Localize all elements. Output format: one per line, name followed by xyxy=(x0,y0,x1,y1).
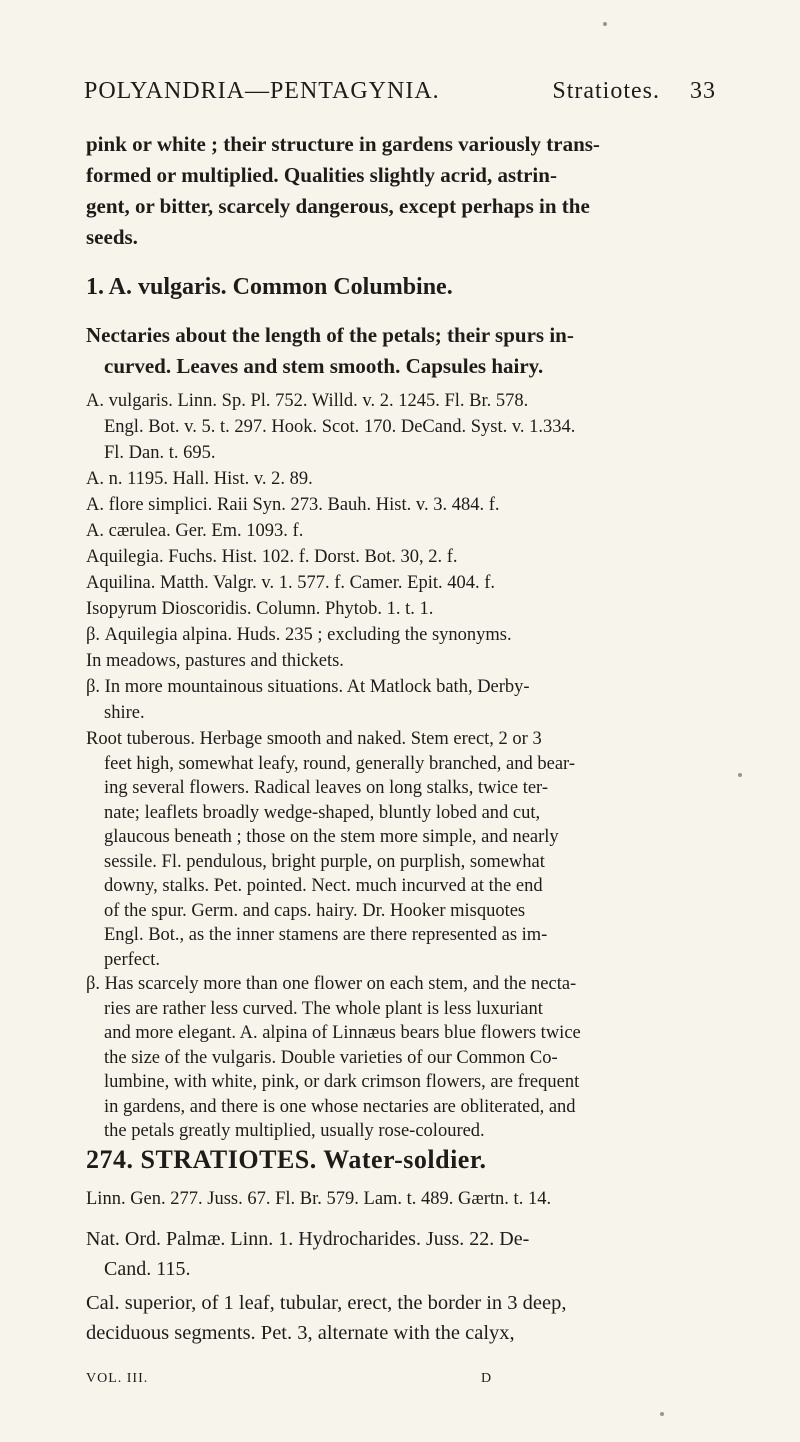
genus-heading: 274. STRATIOTES. Water-soldier. xyxy=(86,1145,487,1174)
text-line: Fl. Dan. t. 695. xyxy=(104,443,216,463)
text-line: and more elegant. A. alpina of Linnæus bears blue flowers twice xyxy=(104,1023,581,1043)
page-footer xyxy=(86,1371,546,1387)
text-line: Aquilegia. Fuchs. Hist. 102. f. Dorst. Bot. 30, 2. f. xyxy=(86,547,458,567)
page-number: 33 xyxy=(690,78,716,104)
text-line: Aquilina. Matth. Valgr. v. 1. 577. f. Camer. Epit. 404. f. xyxy=(86,573,496,593)
text-line: the petals greatly multiplied, usually rose-coloured. xyxy=(104,1121,485,1141)
text-line: β. In more mountainous situations. At Matlock bath, Derby- xyxy=(86,677,530,697)
intro-line: gent, or bitter, scarcely dangerous, except perhaps in the xyxy=(86,194,590,218)
paper-speck xyxy=(603,22,607,26)
text-line: Cand. 115. xyxy=(104,1258,191,1280)
running-head-genus: Stratiotes. xyxy=(552,78,660,104)
text-line: ries are rather less curved. The whole plant is less luxuriant xyxy=(104,998,543,1019)
text-line: Engl. Bot., as the inner stamens are there represented as im- xyxy=(104,925,548,945)
description-line: curved. Leaves and stem smooth. Capsules hairy. xyxy=(104,354,544,378)
text-line: downy, stalks. Pet. pointed. Nect. much incurved at the end xyxy=(104,876,543,896)
paper-speck xyxy=(660,1412,664,1416)
text-line: shire. xyxy=(104,703,145,723)
species-description xyxy=(86,325,718,387)
generic-characters xyxy=(86,1293,718,1353)
text-line: in gardens, and there is one whose nectaries are obliterated, and xyxy=(104,1096,576,1117)
text-line: Cal. superior, of 1 leaf, tubular, erect, the border in 3 deep, xyxy=(86,1292,567,1314)
text-line: Engl. Bot. v. 5. t. 297. Hook. Scot. 170. DeCand. Syst. v. 1.334. xyxy=(104,417,576,437)
genus-references xyxy=(86,1190,718,1218)
text-line: Linn. Gen. 277. Juss. 67. Fl. Br. 579. Lam. t. 489. Gærtn. t. 14. xyxy=(86,1189,552,1209)
plant-description xyxy=(86,730,718,1147)
text-line: β. Has scarcely more than one flower on each stem, and the necta- xyxy=(86,974,577,994)
text-line: A. cærulea. Ger. Em. 1093. f. xyxy=(86,521,304,541)
text-line: nate; leaflets broadly wedge-shaped, bluntly lobed and cut, xyxy=(104,802,541,823)
habitat-list xyxy=(86,652,718,730)
text-line: deciduous segments. Pet. 3, alternate with the calyx, xyxy=(86,1322,515,1344)
text-line: Nat. Ord. Palmæ. Linn. 1. Hydrocharides. Juss. 22. De- xyxy=(86,1228,530,1250)
text-line: A. flore simplici. Raii Syn. 273. Bauh. Hist. v. 3. 484. f. xyxy=(86,495,500,515)
text-line: feet high, somewhat leafy, round, generally branched, and bear- xyxy=(104,753,576,774)
signature-mark: D xyxy=(481,1371,493,1386)
text-line: A. vulgaris. Linn. Sp. Pl. 752. Willd. v. 2. 1245. Fl. Br. 578. xyxy=(86,391,529,411)
intro-line: seeds. xyxy=(86,225,138,249)
text-line: of the spur. Germ. and caps. hairy. Dr. Hooker misquotes xyxy=(104,900,526,921)
intro-paragraph xyxy=(86,134,718,258)
text-line: In meadows, pastures and thickets. xyxy=(86,651,344,671)
species-heading: 1. A. vulgaris. Common Columbine. xyxy=(86,274,453,300)
text-line: ing several flowers. Radical leaves on long stalks, twice ter- xyxy=(104,778,548,798)
text-line: perfect. xyxy=(104,949,160,970)
text-line: β. Aquilegia alpina. Huds. 235 ; excluding the synonyms. xyxy=(86,625,512,645)
intro-line: pink or white ; their structure in gardens variously trans- xyxy=(86,132,600,156)
running-head xyxy=(84,78,716,118)
synonym-list xyxy=(86,392,718,652)
natural-order xyxy=(86,1229,718,1289)
text-line: glaucous beneath ; those on the stem more simple, and nearly xyxy=(104,827,559,847)
intro-line: formed or multiplied. Qualities slightly acrid, astrin- xyxy=(86,163,557,187)
text-line: Isopyrum Dioscoridis. Column. Phytob. 1. t. 1. xyxy=(86,599,434,619)
paper-speck xyxy=(738,773,742,777)
running-head-title: POLYANDRIA—PENTAGYNIA. xyxy=(84,78,440,104)
description-line: Nectaries about the length of the petals; their spurs in- xyxy=(86,323,574,347)
text-line: the size of the vulgaris. Double varieties of our Common Co- xyxy=(104,1047,558,1068)
volume-label: VOL. III. xyxy=(86,1371,149,1386)
text-line: lumbine, with white, pink, or dark crimson flowers, are frequent xyxy=(104,1072,580,1092)
text-line: sessile. Fl. pendulous, bright purple, on purplish, somewhat xyxy=(104,851,545,872)
text-line: Root tuberous. Herbage smooth and naked. Stem erect, 2 or 3 xyxy=(86,729,542,749)
text-line: A. n. 1195. Hall. Hist. v. 2. 89. xyxy=(86,469,313,489)
